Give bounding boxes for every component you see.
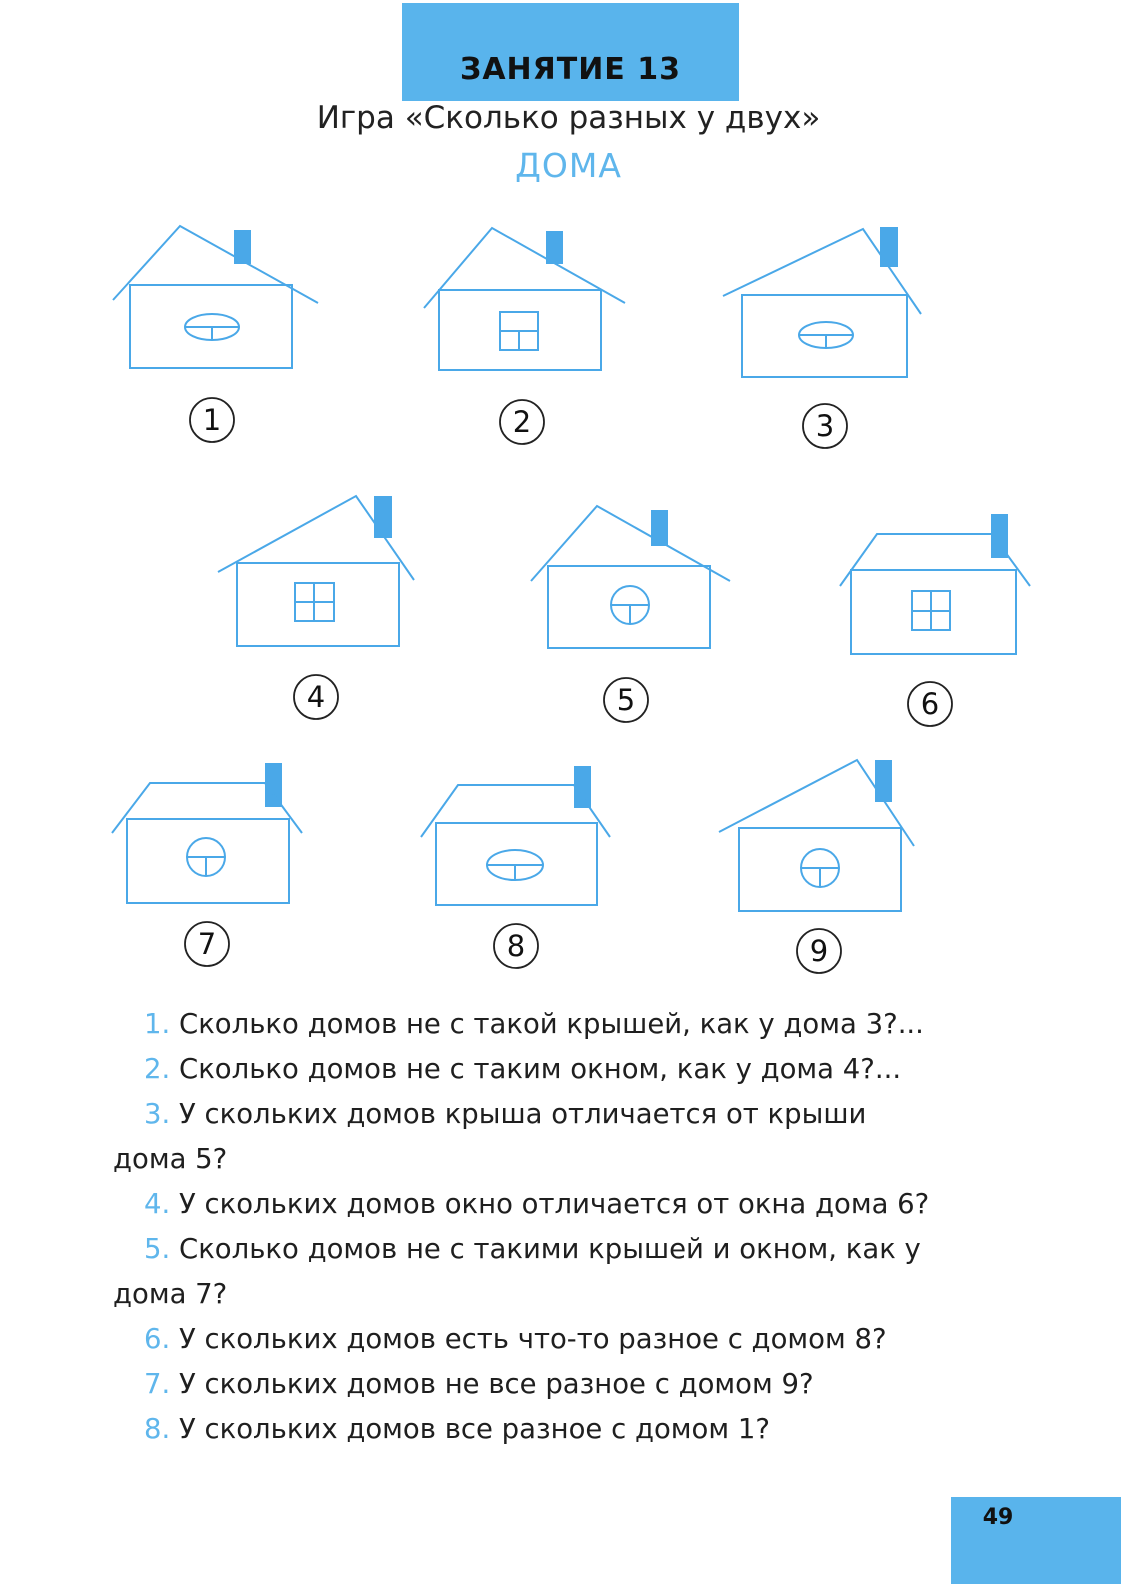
question-number: 2. (144, 1053, 171, 1085)
house-9-chimney (875, 760, 892, 802)
question-5 (113, 1227, 1013, 1317)
house-label-4-text: 4 (306, 680, 326, 714)
question-text: У скольких домов крыша отличается от крыши (179, 1098, 867, 1130)
house-1-chimney (234, 230, 251, 264)
question-text: У скольких домов окно отличается от окна дома 6? (179, 1188, 930, 1220)
question-2 (113, 1047, 1013, 1092)
lesson-title: ЗАНЯТИЕ 13 (460, 52, 681, 87)
house-6 (840, 514, 1030, 654)
house-3-chimney (880, 227, 898, 267)
question-text: Сколько домов не с такими крышей и окном, как у (179, 1233, 921, 1265)
house-4 (218, 496, 414, 646)
question-text: Сколько домов не с таким окном, как у дома 4?... (179, 1053, 902, 1085)
house-4-wall (237, 563, 399, 646)
house-label-2 (500, 400, 544, 444)
question-6 (113, 1317, 1013, 1362)
question-text-continuation: дома 5? (113, 1143, 228, 1175)
house-1 (113, 226, 318, 368)
house-5-roof (531, 506, 730, 581)
house-7-wall (127, 819, 289, 903)
house-9 (719, 760, 914, 911)
question-7 (113, 1362, 1013, 1407)
game-title: Игра «Сколько разных у двух» (316, 100, 821, 136)
house-label-7 (185, 922, 229, 966)
house-4-chimney (374, 496, 392, 538)
question-3 (113, 1092, 1013, 1182)
question-text: Сколько домов не с такой крышей, как у дома 3?... (179, 1008, 924, 1040)
section-title: ДОМА (515, 146, 622, 185)
house-5 (531, 506, 730, 648)
question-number: 7. (144, 1368, 171, 1400)
house-label-9-text: 9 (809, 934, 829, 968)
question-number: 6. (144, 1323, 171, 1355)
house-label-6-text: 6 (920, 687, 940, 721)
house-1-roof (113, 226, 318, 303)
house-label-2-text: 2 (512, 405, 532, 439)
question-text: У скольких домов все разное с домом 1? (179, 1413, 770, 1445)
question-number: 3. (144, 1098, 171, 1130)
question-text: У скольких домов есть что-то разное с домом 8? (179, 1323, 887, 1355)
question-text-continuation: дома 7? (113, 1278, 228, 1310)
house-label-9 (797, 929, 841, 973)
house-2-roof (424, 228, 625, 308)
question-number: 8. (144, 1413, 171, 1445)
house-8 (421, 766, 610, 905)
house-3 (723, 227, 921, 377)
house-label-8 (494, 924, 538, 968)
house-label-5 (604, 678, 648, 722)
house-label-3-text: 3 (815, 409, 835, 443)
question-1 (113, 1002, 1013, 1047)
question-4 (113, 1182, 1013, 1227)
house-label-5-text: 5 (616, 683, 636, 717)
page-number: 49 (982, 1505, 1014, 1530)
house-label-7-text: 7 (197, 927, 217, 961)
house-label-1-text: 1 (202, 403, 222, 437)
questions-list (113, 1002, 1013, 1452)
house-2 (424, 228, 625, 370)
house-label-1 (190, 398, 234, 442)
house-label-6 (908, 682, 952, 726)
house-7 (112, 763, 302, 903)
house-label-3 (803, 404, 847, 448)
house-label-8-text: 8 (506, 929, 526, 963)
question-number: 4. (144, 1188, 171, 1220)
question-number: 1. (144, 1008, 171, 1040)
house-label-4 (294, 675, 338, 719)
question-8 (113, 1407, 1013, 1452)
question-text: У скольких домов не все разное с домом 9? (179, 1368, 814, 1400)
question-number: 5. (144, 1233, 171, 1265)
